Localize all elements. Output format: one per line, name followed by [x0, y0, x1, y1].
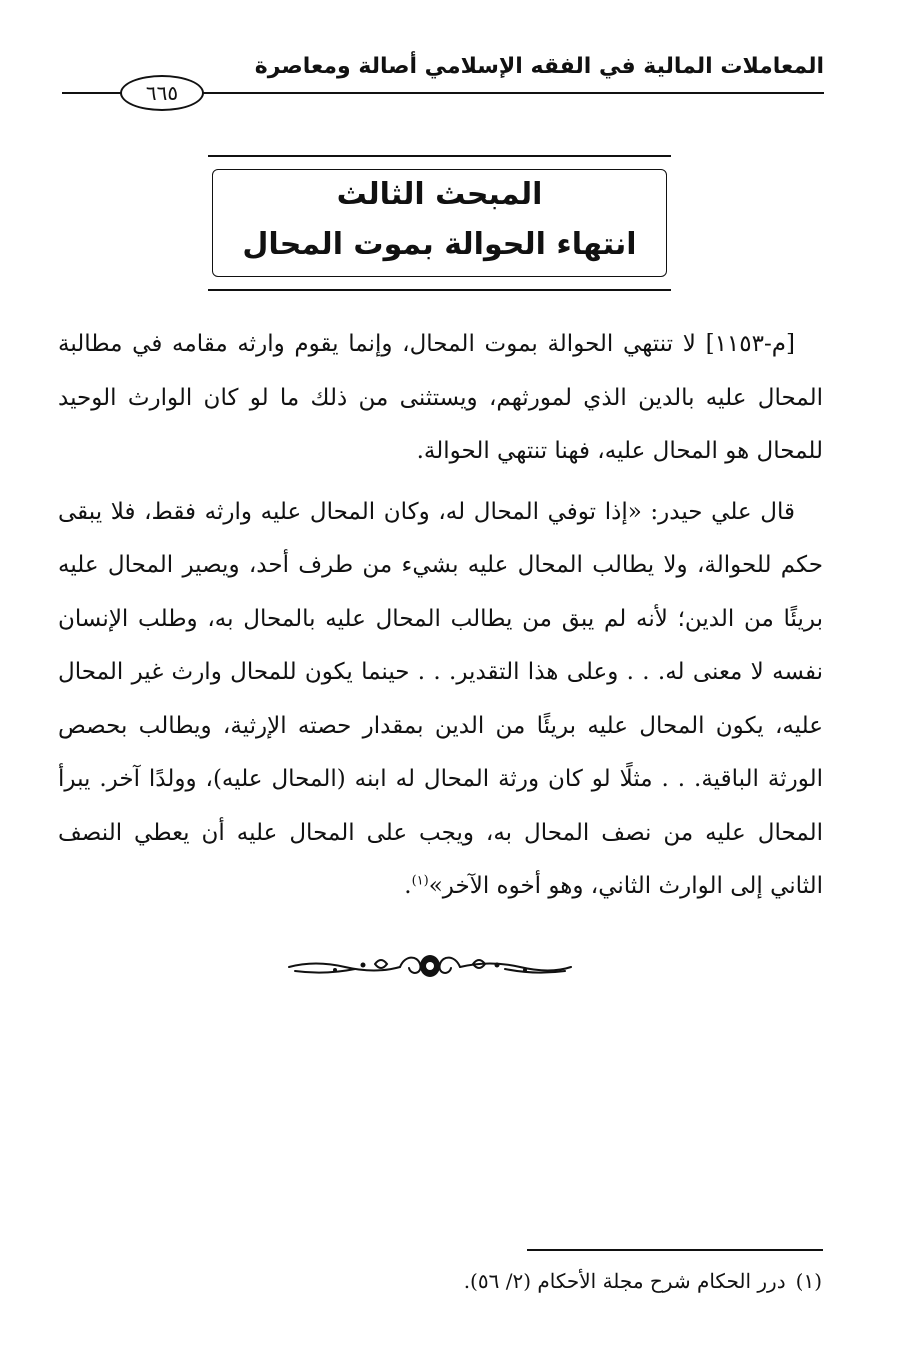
section-title-box — [208, 155, 671, 291]
decorative-divider-icon — [285, 950, 575, 982]
section-title: انتهاء الحوالة بموت المحال — [242, 227, 637, 262]
footnote-text: درر الحكام شرح مجلة الأحكام (٢/ ٥٦). — [463, 1269, 786, 1293]
running-header-title: المعاملات المالية في الفقه الإسلامي أصالة ومعاصرة — [254, 54, 824, 79]
paragraph-2-text: قال علي حيدر: «إذا توفي المحال له، وكان المحال عليه وارثه فقط، فلا يبقى حكم للحوالة، ولا يطالب المحال عليه بشيء من طرف أحد، ويصير المحال عليه بريئًا من الدين؛ لأنه لم يبق من يطالب المحال عليه بالمحال به، وطلب الإنسان نفسه لا معنى له. . . وعلى هذا التقدير. . . حينما يكون للمحال وارث غير المحال عليه، يكون المحال عليه بريئًا من الدين بمقدار حصته الإرثية، ويطالب بحصص الورثة الباقية. . . مثلًا لو كان ورثة المحال له ابنه (المحال عليه)، وولدًا آخر. يبرأ المحال عليه من نصف المحال به، ويجب على المحال عليه أن يعطي النصف الثاني إلى الوارث الثاني، وهو أخوه الآخر» — [58, 498, 823, 899]
paragraph-2-end: . — [404, 873, 412, 899]
paragraph-2 — [58, 486, 823, 914]
main-text — [58, 318, 823, 921]
footnote-rule — [527, 1249, 823, 1251]
footnote-label: (١) — [795, 1269, 822, 1293]
paragraph-1: [م-١١٥٣] لا تنتهي الحوالة بموت المحال، وإنما يقوم وارثه مقامه في مطالبة المحال عليه بالدين الذي لمورثهم، ويستثنى من ذلك ما لو كان الوارث الوحيد للمحال هو المحال عليه، فهنا تنتهي الحوالة. — [58, 331, 823, 464]
section-heading: المبحث الثالث — [336, 177, 543, 212]
page-number: ٦٦٥ — [120, 75, 204, 111]
footnote — [200, 1265, 822, 1297]
footnote-reference[interactable]: (١) — [411, 873, 429, 889]
